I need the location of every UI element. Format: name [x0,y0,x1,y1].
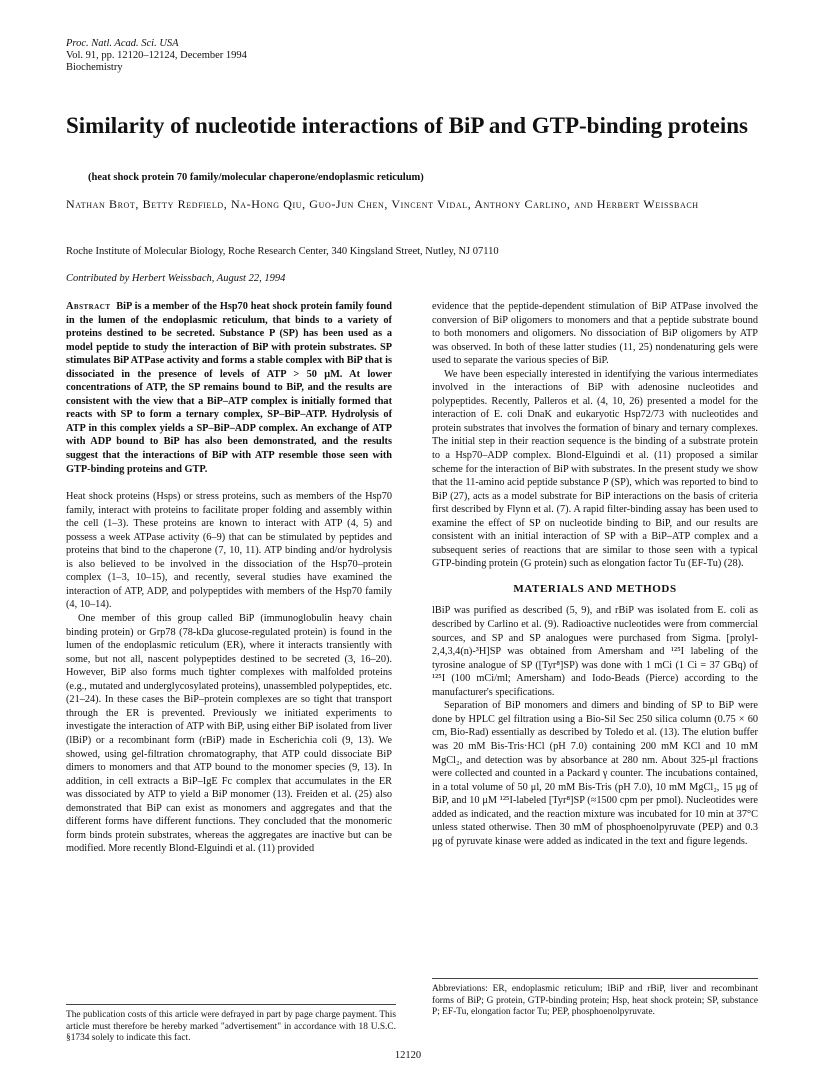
footnote-divider-right [432,978,758,979]
footnote-divider-left [66,1004,396,1005]
page-number: 12120 [394,1050,422,1061]
journal-name: Proc. Natl. Acad. Sci. USA [66,38,179,49]
journal-header [66,38,247,74]
section-label: Biochemistry [66,62,123,73]
volume-line: Vol. 91, pp. 12120–12124, December 1994 [66,50,247,61]
methods-paragraph-1: lBiP was purified as described (5, 9), and rBiP was isolated from E. coli as described by Carlino et al. (9). Radioactive nucleotides were from commercial sources, and SP and SP analogues were purchased from Sigma. [prolyl-2,4,3,4(n)-³H]SP was obtained from Amersham and ¹²⁵I labeling of the tyrosine analogue of SP ([Tyr⁸]SP) was done with 1 mCi (1 Ci = 37 GBq) of ¹²⁵I (100 mCi/ml; Amersham) and Iodo-Beads (Pierce) according to the manufacturer's specifications. [432,605,758,698]
article-title: Similarity of nucleotide interactions of BiP and GTP-binding proteins [66,113,748,138]
abstract-text: BiP is a member of the Hsp70 heat shock protein family found in the lumen of the endoplasmic reticulum, that binds to a variety of proteins destined to be secreted. Substance P (SP) has been used as a model peptide to study the interaction of BiP with protein substrates. SP stimulates BiP ATPase activity and forms a stable complex with BiP that is dissociated in the presence of levels of ATP > 50 μM. At lower concentrations of ATP, the SP remains bound to BiP, and the results are consistent with the view that a BiP–ATP complex is initially formed that reacts with SP to form a ternary complex, SP–BiP–ATP. Hydrolysis of ATP in this complex yields a SP–BiP–ADP complex. An exchange of ATP with ADP bound to BiP has also been demonstrated, and the results suggest that the interactions of BiP with ATP resemble those seen with GTP-binding proteins and GTP. [66,301,392,475]
methods-paragraph-2: Separation of BiP monomers and dimers and binding of SP to BiP were done by HPLC gel filtration using a Bio-Sil Sec 250 silica column (0.75 × 60 cm, Bio-Rad) essentially as described by Toledo et al. (13). The elution buffer was 20 mM Bis-Tris·HCl (pH 7.0) containing 200 mM KCl and 10 mM MgCl₂, and detection was by absorbance at 280 nm. About 325-μl fractions were collected and counted in a Packard γ counter. The incubations contained, in a total volume of 50 μl, 20 mM Bis-Tris (pH 7.0), 10 mM MgCl₂, 15 μg of BiP, and 10 μM ¹²⁵I-labeled [Tyr⁸]SP (≈1500 cpm per pmol). Nucleotides were added as indicated, and the reaction mixture was incubated for 10 min at 37°C unless stated otherwise. Then 30 mM of phosphoenolpyruvate (PEP) and 0.3 μg of pyruvate kinase were added as indicated in the text and figure legends. [432,700,758,847]
abstract [66,300,392,476]
intro-paragraph-3: evidence that the peptide-dependent stimulation of BiP ATPase involved the conversion of BiP oligomers to monomers and that a peptide substrate bound to both monomers and oligomers. No dissociation of BiP oligomers by ATP was observed. In both of these latter studies (11, 25) nondenaturing gels were used to separate the various species of BiP. [432,301,758,367]
intro-paragraph-2: One member of this group called BiP (immunoglobulin heavy chain binding protein) or Grp78 (78-kDa glucose-regulated protein) is found in the lumen of the endoplasmic reticulum (ER), where it interacts transiently with some, but not all, nascent polypeptides destined to be secreted (3, 16–20). However, BiP also forms much tighter complexes with malfolded proteins (e.g., mutated and underglycosylated proteins), unassembled polypeptides, etc. (21–24). In these cases the BiP–protein complexes are so tight that transport through the ER is prevented. Previously we initiated experiments to investigate the interaction of ATP with BiP, using either BiP isolated from liver (lBiP) or a recombinant form (rBiP) made in Escherichia coli (9, 13). We showed, using gel-filtration chromatography, that ATP could dissociate BiP dimers to monomers and that ATP bound to the monomer species (9, 13). In addition, in cell extracts a BiP–IgE Fc complex that accumulates in the ER was dissociated by ATP to yield a BiP monomer (13). Freiden et al. (25) also demonstrated that BiP can exist as monomers and aggregates and that the different forms have different functions. They concluded that the monomeric form binds protein substrates, whereas the aggregates are inactive but can be modified. More recently Blond-Elguindi et al. (11) provided [66,613,392,855]
left-column [66,300,392,856]
contributed-by: Contributed by Herbert Weissbach, August 22, 1994 [66,273,286,284]
intro-paragraph-1: Heat shock proteins (Hsps) or stress proteins, such as members of the Hsp70 family, interact with proteins to facilitate proper folding and assembly within the cell (1–3). These proteins are known to interact with ATP (4, 5) and possess a week ATPase activity (6–9) that can be stimulated by peptides and proteins that bind to the chaperone (7, 10, 11). ATP binding and/or hydrolysis is also believed to be involved in the dissociation of the Hsp70–protein complex (1–3, 10–15), and recently, several studies have examined the interaction of ATP, ADP, and polypeptides with members of the Hsp70 family (4, 10–14). [66,491,392,611]
publication-cost-footnote: The publication costs of this article were defrayed in part by page charge payment. This article must therefore be hereby marked "advertisement" in accordance with 18 U.S.C. §1734 solely to indicate this fact. [66,1010,396,1043]
intro-paragraph-4: We have been especially interested in identifying the various intermediates involved in the interactions of BiP with adenosine nucleotides and polypeptides. Recently, Palleros et al. (4, 10, 26) presented a model for the interaction of E. coli DnaK and eukaryotic Hsp72/73 with nucleotides and protein substrates that involves the formation of binary and ternary complexes. The initial step in their reaction sequence is the binding of a substrate protein to a Hsp70–ADP complex. Blond-Elguindi et al. (11) proposed a similar scheme for the interaction of BiP with substrates. In the present study we show that the 11-amino acid peptide substance P (SP), which was reported to bind to BiP (27), acts as a model substrate for BiP interactions on the basis of criteria first described by Flynn et al. (7). A rapid filter-binding assay has been used to examine the effect of SP on nucleotide binding to BiP, and our results are consistent with an initial interaction of SP with a BiP–ATP complex and a subsequent series of reactions that are similar to those seen with a typical GTP-binding protein (G protein) such as elongation factor Tu (EF-Tu) (28). [432,368,758,570]
abstract-label: Abstract [66,301,111,312]
keywords: (heat shock protein 70 family/molecular chaperone/endoplasmic reticulum) [88,172,424,183]
affiliation: Roche Institute of Molecular Biology, Roche Research Center, 340 Kingsland Street, Nutley, NJ 07110 [66,246,499,257]
author-list: Nathan Brot, Betty Redfield, Na-Hong Qiu, Guo-Jun Chen, Vincent Vidal, Anthony Carlino, and Herbert Weissbach [66,197,699,211]
right-column [432,300,758,848]
section-heading-methods: MATERIALS AND METHODS [513,582,677,595]
abbreviations-footnote: Abbreviations: ER, endoplasmic reticulum; lBiP and rBiP, liver and recombinant forms of BiP; G protein, GTP-binding protein; Hsp, heat shock protein; SP, substance P; EF-Tu, elongation factor Tu; PEP, phosphoenolpyruvate. [432,984,758,1017]
